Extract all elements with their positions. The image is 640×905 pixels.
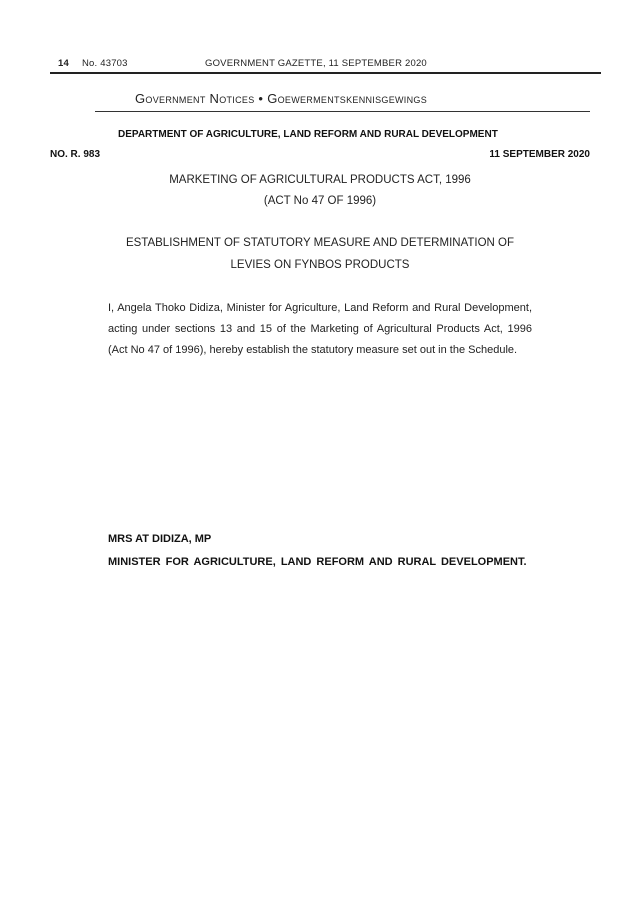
- section-title: Government Notices • Goewermentskennisgewings: [135, 91, 428, 106]
- department-name: DEPARTMENT OF AGRICULTURE, LAND REFORM AND RURAL DEVELOPMENT: [118, 129, 498, 140]
- page-number: 14: [58, 58, 69, 69]
- gazette-date-header: GOVERNMENT GAZETTE, 11 SEPTEMBER 2020: [205, 58, 427, 69]
- establishment-heading-line2: LEVIES ON FYNBOS PRODUCTS: [230, 259, 410, 271]
- signatory-title: MINISTER FOR AGRICULTURE, LAND REFORM AND RURAL DEVELOPMENT.: [108, 556, 527, 568]
- establishment-heading-line1: ESTABLISHMENT OF STATUTORY MEASURE AND DETERMINATION OF: [125, 237, 515, 249]
- section-divider: [95, 111, 590, 112]
- notice-number: NO. R. 983: [50, 149, 101, 160]
- body-paragraph: I, Angela Thoko Didiza, Minister for Agriculture, Land Reform and Rural Development, acting under sections 13 and 15 of the Marketing of Agricultural Products Act, 1996 (Act No 47 of 1996), hereby establish the statutory measure set out in the Schedule.: [108, 302, 532, 356]
- notice-date: 11 SEPTEMBER 2020: [489, 149, 590, 160]
- act-subtitle: (ACT No 47 OF 1996): [263, 195, 377, 207]
- act-title: MARKETING OF AGRICULTURAL PRODUCTS ACT, 1996: [169, 174, 471, 186]
- header-divider: [50, 72, 601, 74]
- signatory-name: MRS AT DIDIZA, MP: [108, 533, 212, 545]
- issue-number: No. 43703: [82, 58, 128, 69]
